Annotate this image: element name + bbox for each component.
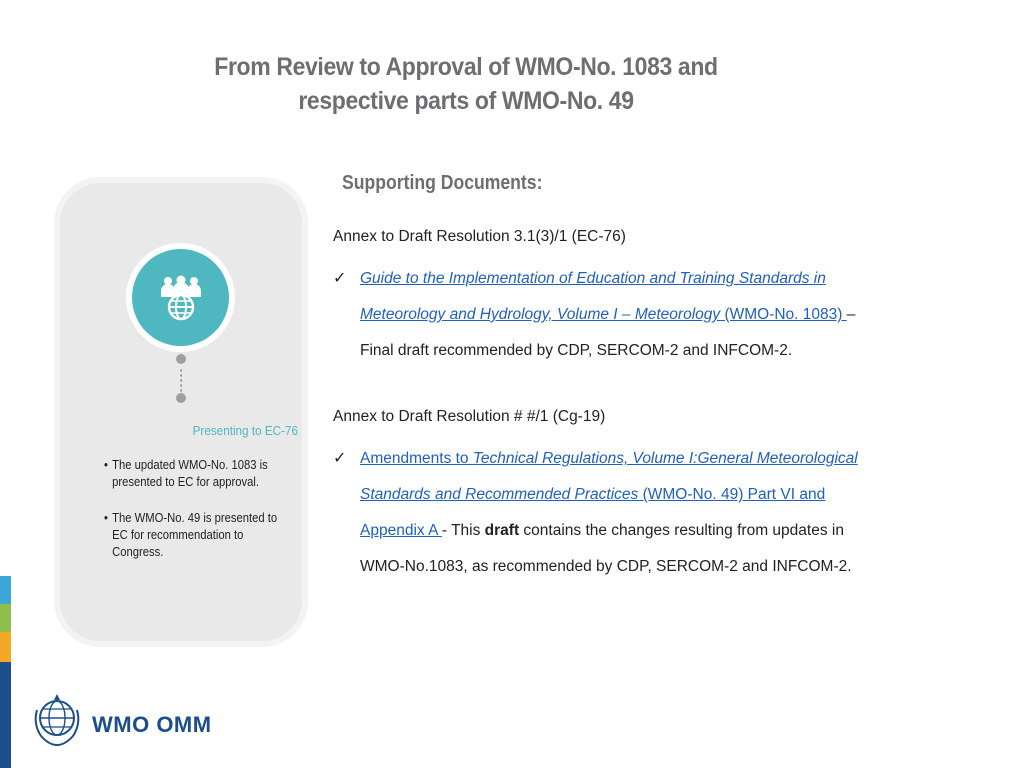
guide-1083-link-part2[interactable]: Meteorology and Hydrology, Volume I – Meteorology (WMO-No. 1083): [360, 306, 847, 323]
draft-description: - This draft contains the changes resulting from updates in: [441, 522, 844, 539]
bullet-item: • The updated WMO-No. 1083 is presented to EC for approval.: [104, 458, 268, 489]
timeline-connector: [180, 368, 182, 394]
annex-cg19-heading: Annex to Draft Resolution # #/1 (Cg-19): [333, 408, 606, 425]
amendments-49-link-part2[interactable]: Standards and Recommended Practices (WMO-No. 49) Part VI and: [360, 486, 826, 503]
checkmark-icon: ✓: [333, 270, 347, 287]
amendments-49-link-part3[interactable]: Appendix A: [360, 522, 442, 539]
edge-bar-blue: [0, 576, 11, 604]
bullet-item: • The WMO-No. 49 is presented to EC for recommendation to Congress.: [104, 511, 278, 559]
edge-bar-orange: [0, 632, 11, 662]
supporting-documents-list: [333, 225, 993, 585]
presenting-label: Presenting to EC-76: [192, 423, 298, 438]
guide-1083-link-part1[interactable]: Guide to the Implementation of Education and Training Standards in: [360, 270, 826, 287]
page-title-line2: respective parts of WMO-No. 49: [298, 87, 634, 115]
bullet-text: The WMO-No. 49 is presented to EC for recommendation to Congress.: [112, 511, 278, 559]
wmo-emblem-icon: [29, 692, 85, 753]
page-title: [184, 50, 747, 118]
checkmark-icon: ✓: [333, 450, 347, 467]
dash: –: [846, 306, 856, 323]
people-group-globe-icon: [132, 249, 229, 346]
edge-bar-green: [0, 604, 11, 632]
page-title-line1: From Review to Approval of WMO-No. 1083 and: [214, 53, 718, 81]
document-item-1083: [333, 261, 993, 369]
annex-ec76-heading: Annex to Draft Resolution 3.1(3)/1 (EC-76): [333, 228, 626, 245]
bullet-text: The updated WMO-No. 1083 is presented to EC for approval.: [112, 458, 268, 489]
document-item-49: [333, 441, 993, 585]
final-draft-text: Final draft recommended by CDP, SERCOM-2 and INFCOM-2.: [360, 342, 793, 359]
timeline-dot-top: [176, 354, 186, 364]
wmo-logo-text: WMO OMM: [92, 712, 212, 737]
presentation-bullets: [104, 457, 294, 580]
timeline-dot-bottom: [176, 393, 186, 403]
amendments-49-link-part1[interactable]: Amendments to Technical Regulations, Volume I:General Meteorological: [360, 450, 858, 467]
supporting-documents-heading: Supporting Documents:: [342, 172, 543, 194]
draft-description-end: WMO-No.1083, as recommended by CDP, SERCOM-2 and INFCOM-2.: [360, 558, 852, 575]
edge-bar-navy: [0, 662, 11, 768]
